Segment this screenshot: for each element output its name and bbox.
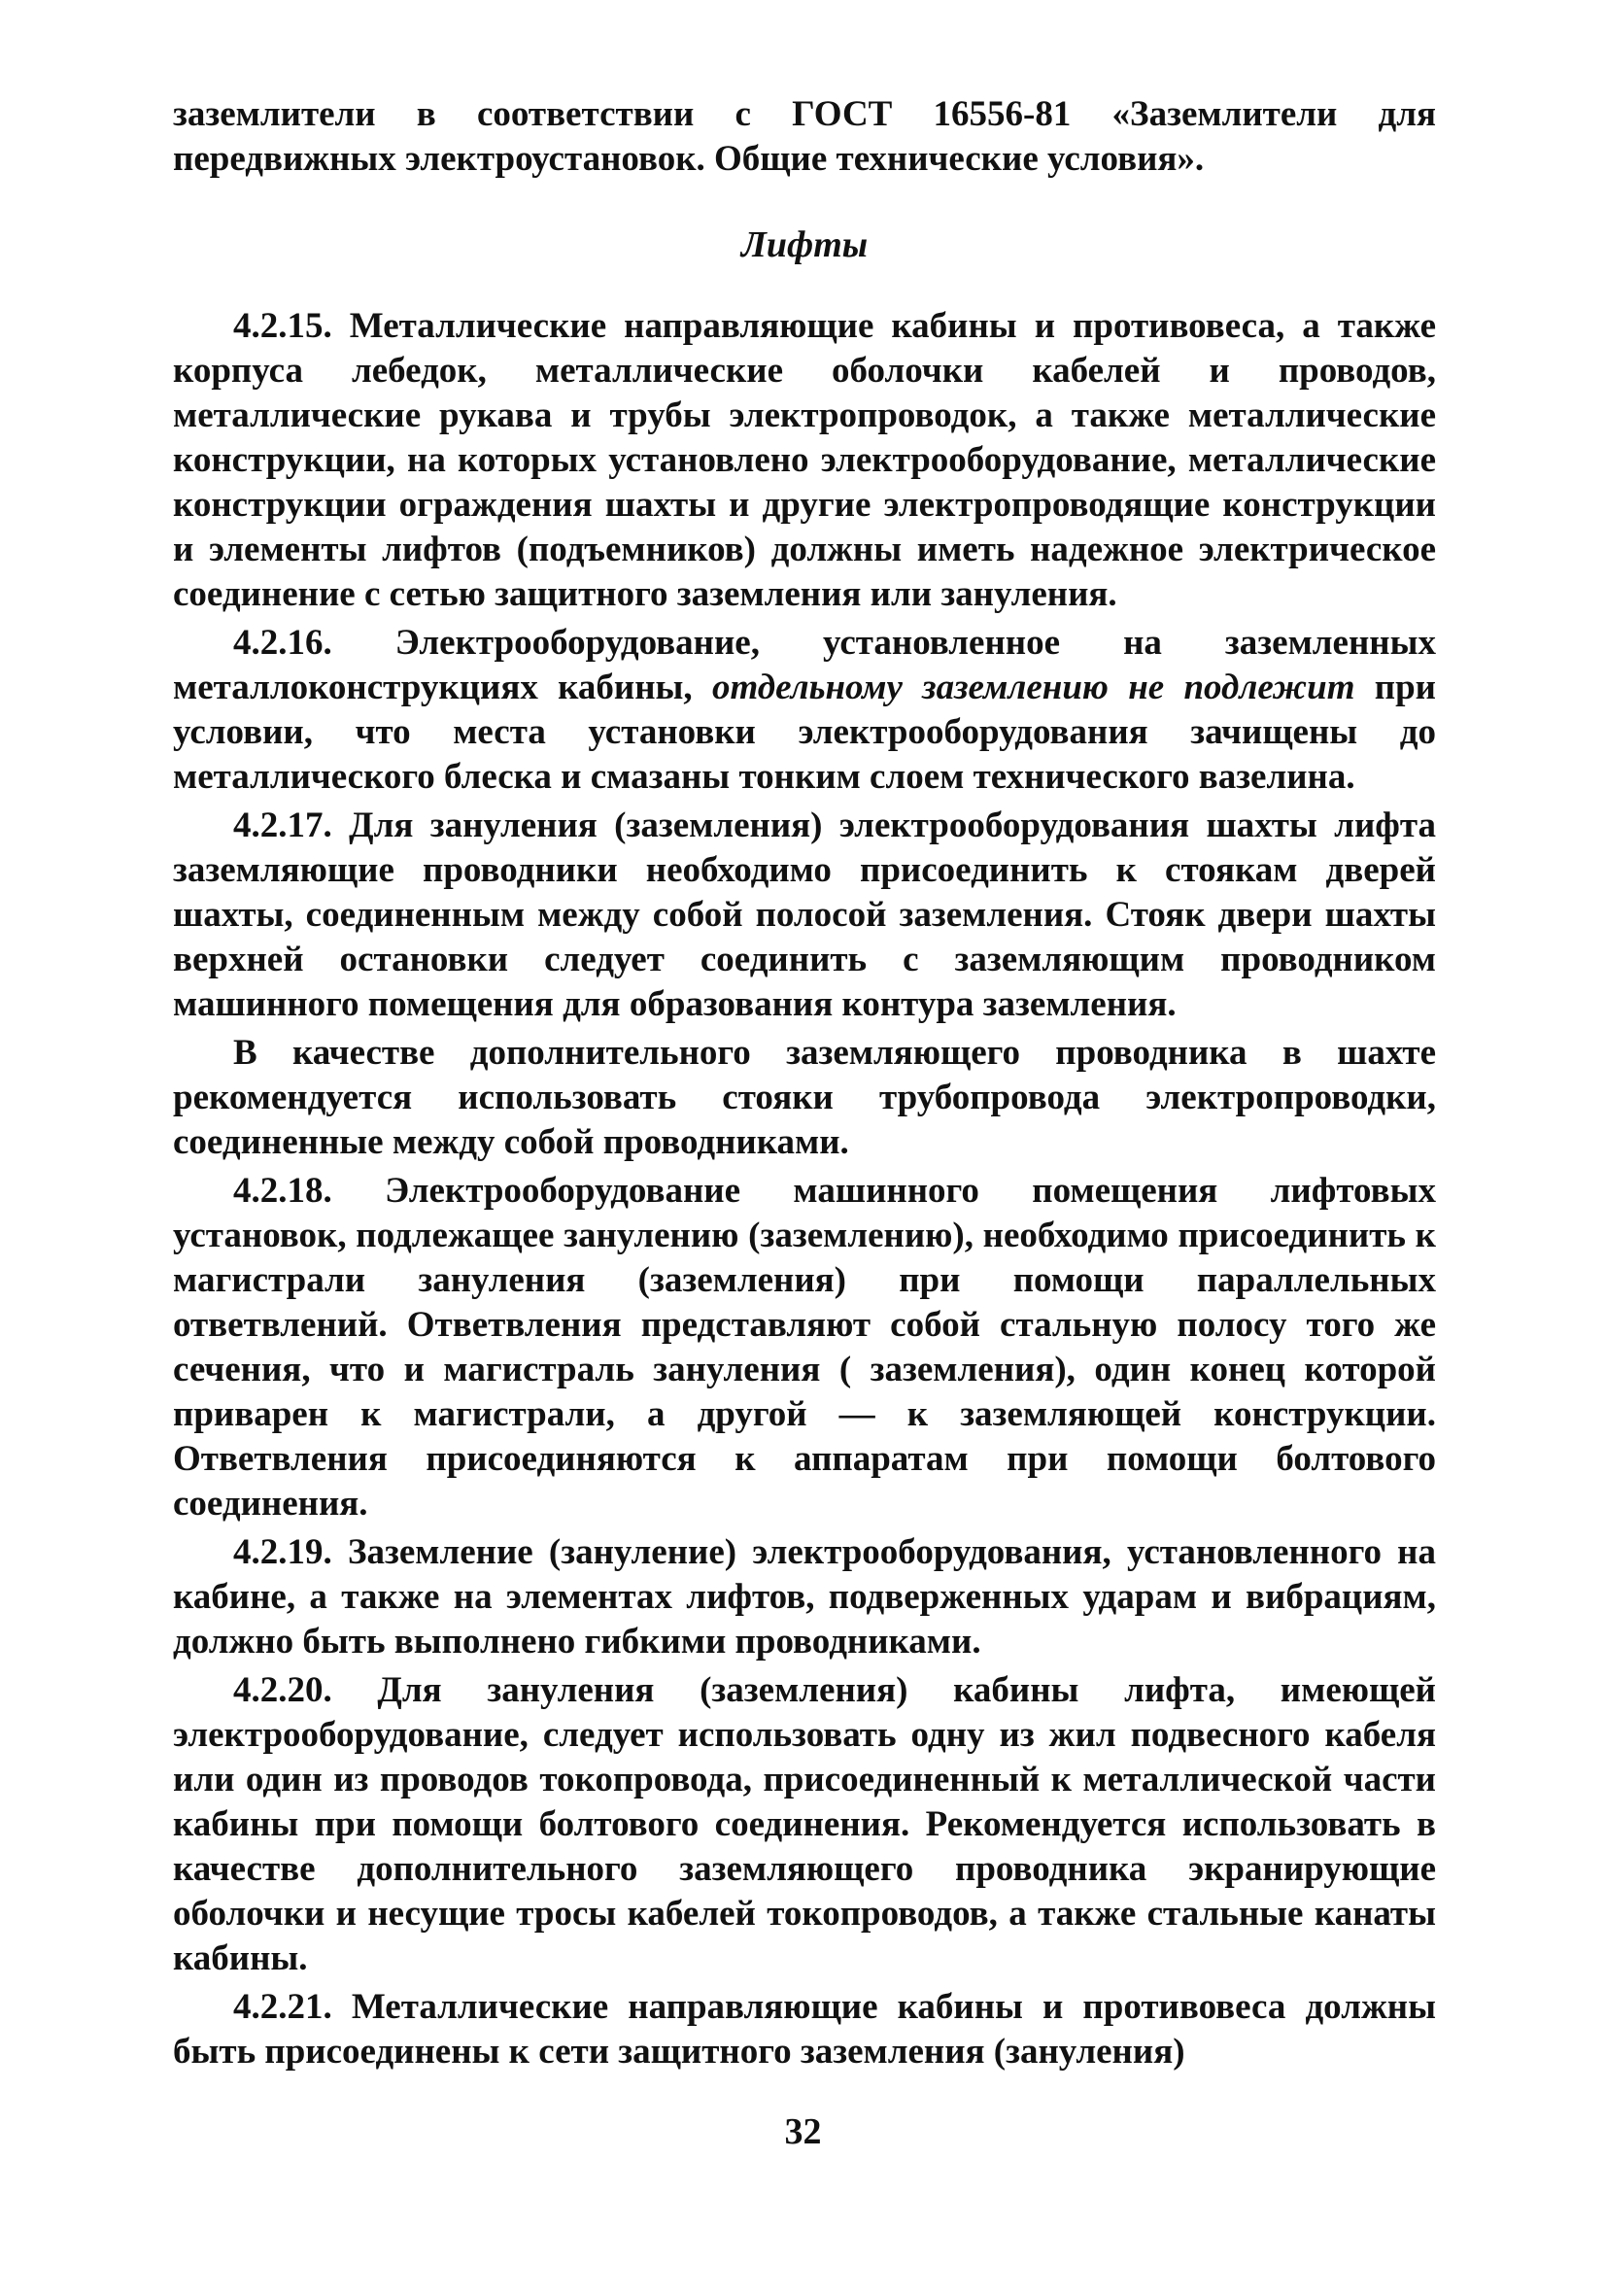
paragraph-4-2-16-part-b: при условии, что места установки электрооборудования зачищены до металлического блеска и смазаны тонким слоем технического вазелина. (173, 668, 1436, 797)
page-number: 32 (784, 2111, 822, 2152)
paragraph-4-2-16 (173, 621, 1436, 800)
paragraph-4-2-16-italic: отдельному заземлению не подлежит (711, 668, 1355, 707)
paragraph-4-2-18: 4.2.18. Электрооборудование машинного помещения лифтовых установок, подлежащее занулению (заземлению), необходимо присоединить к магистрали зануления (заземления) при помощи параллельных ответвлений. Ответвления представляют собой стальную полосу того же сечения, что и магистраль зануления ( заземления), один конец которой приварен к магистрали, а другой — к заземляющей конструкции. Ответвления присоединяются к аппаратам при помощи болтового соединения. (173, 1171, 1436, 1524)
paragraph-4-2-17-b: В качестве дополнительного заземляющего проводника в шахте рекомендуется использовать стояки трубопровода электропроводки, соединенные между собой проводниками. (173, 1033, 1436, 1162)
document-page (173, 92, 1436, 2074)
paragraph-4-2-16-part-a: 4.2.16. Электрооборудование, установленное на заземленных металлоконструкциях кабины, (173, 623, 1436, 707)
paragraph-4-2-20: 4.2.20. Для зануления (заземления) кабины лифта, имеющей электрооборудование, следует использовать одну из жил подвесного кабеля или один из проводов токопровода, присоединенный к металлической части кабины при помощи болтового соединения. Рекомендуется использовать в качестве дополнительного заземляющего проводника экранирующие оболочки и несущие тросы кабелей токопроводов, а также стальные канаты кабины. (173, 1670, 1436, 1978)
paragraph-4-2-19: 4.2.19. Заземление (зануление) электрооборудования, установленного на кабине, а также на элементах лифтов, подверженных ударам и вибрациям, должно быть выполнено гибкими проводниками. (173, 1532, 1436, 1662)
paragraph-4-2-21: 4.2.21. Металлические направляющие кабины и противовеса должны быть присоединены к сети защитного заземления (зануления) (173, 1987, 1436, 2072)
intro-paragraph: заземлители в соответствии с ГОСТ 16556-81 «Заземлители для передвижных электроустановок. Общие технические условия». (173, 94, 1436, 179)
section-heading: Лифты (740, 224, 869, 265)
paragraph-4-2-15: 4.2.15. Металлические направляющие кабины и противовеса, а также корпуса лебедок, металлические оболочки кабелей и проводов, металлические рукава и трубы электропроводок, а также металлические конструкции, на которых установлено электрооборудование, металлические конструкции ограждения шахты и другие электропроводящие конструкции и элементы лифтов (подъемников) должны иметь надежное электрическое соединение с сетью защитного заземления или зануления. (173, 306, 1436, 614)
paragraph-4-2-17: 4.2.17. Для зануления (заземления) электрооборудования шахты лифта заземляющие проводники необходимо присоединить к стоякам дверей шахты, соединенным между собой полосой заземления. Стояк двери шахты верхней остановки следует соединить с заземляющим проводником машинного помещения для образования контура заземления. (173, 805, 1436, 1024)
